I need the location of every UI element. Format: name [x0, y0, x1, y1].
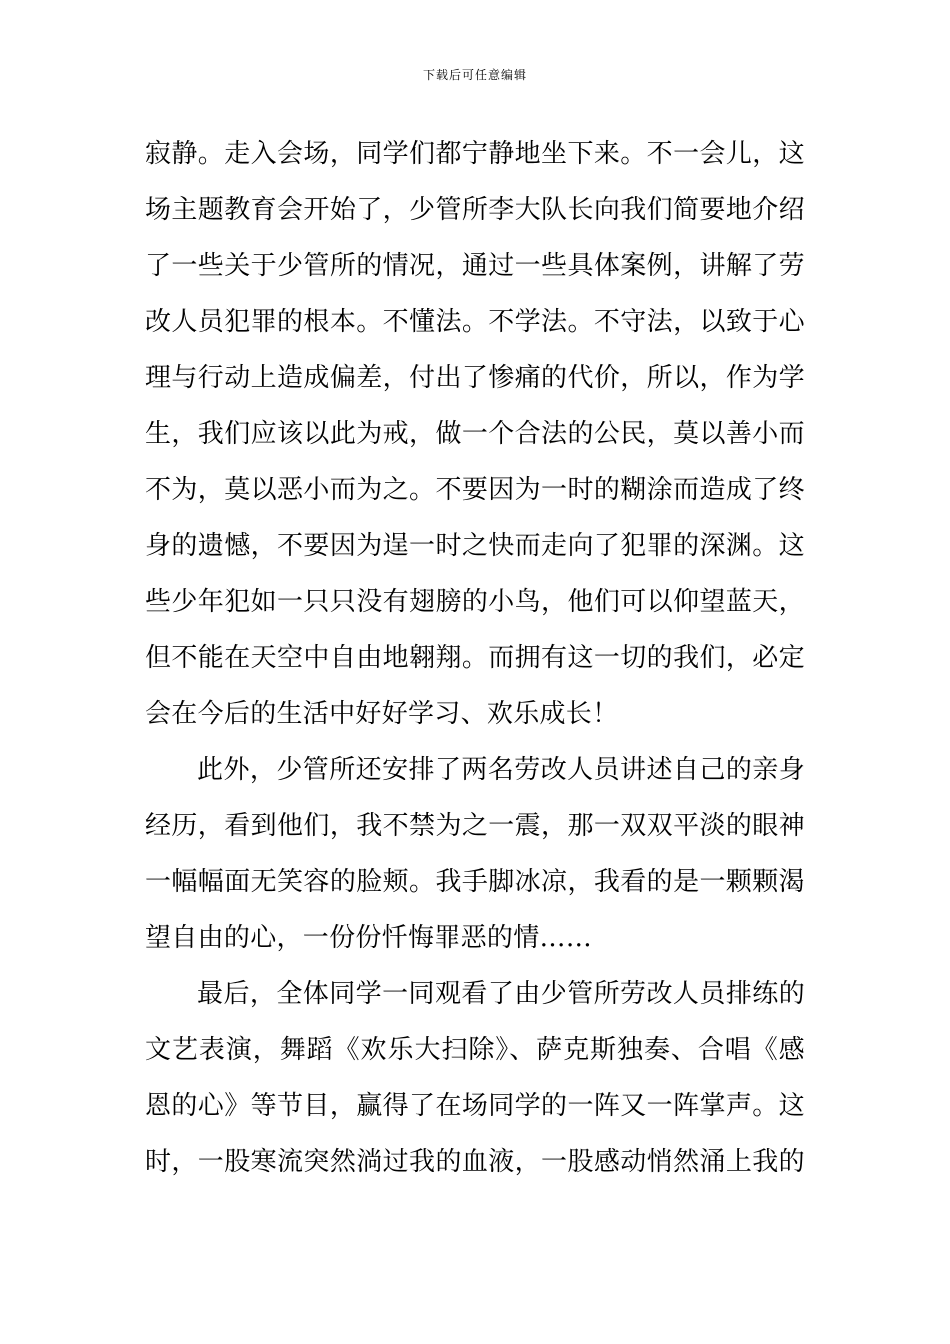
text-line: 些少年犯如一只只没有翅膀的小鸟，他们可以仰望蓝天，	[145, 587, 805, 617]
paragraph-end-line: 会在今后的生活中好好学习、欢乐成长！	[145, 699, 619, 729]
text-line: 改人员犯罪的根本。不懂法。不学法。不守法，以致于心	[145, 307, 805, 337]
text-line: 身的遗憾，不要因为逞一时之快而走向了犯罪的深渊。这	[145, 531, 805, 561]
text-line: 经历，看到他们，我不禁为之一震，那一双双平淡的眼神	[145, 811, 805, 841]
paragraph-end-line: 望自由的心，一份份忏悔罪恶的情……	[145, 923, 593, 953]
text-line: 时，一股寒流突然淌过我的血液，一股感动悄然涌上我的	[145, 1147, 805, 1177]
text-line: 生，我们应该以此为戒，做一个合法的公民，莫以善小而	[145, 419, 805, 449]
text-line: 寂静。走入会场，同学们都宁静地坐下来。不一会儿，这	[145, 139, 805, 169]
text-line: 场主题教育会开始了，少管所李大队长向我们简要地介绍	[145, 195, 805, 225]
text-line: 理与行动上造成偏差，付出了惨痛的代价，所以，作为学	[145, 363, 805, 393]
text-line: 但不能在天空中自由地翱翔。而拥有这一切的我们，必定	[145, 643, 805, 673]
text-line: 一幅幅面无笑容的脸颊。我手脚冰凉，我看的是一颗颗渴	[145, 867, 805, 897]
text-line: 文艺表演，舞蹈《欢乐大扫除》、萨克斯独奏、合唱《感	[145, 1035, 805, 1065]
text-line: 不为，莫以恶小而为之。不要因为一时的糊涂而造成了终	[145, 475, 805, 505]
page-header-note: 下载后可任意编辑	[422, 68, 527, 82]
text-line: 恩的心》等节目，赢得了在场同学的一阵又一阵掌声。这	[145, 1091, 805, 1121]
document-body	[145, 126, 805, 1190]
paragraph-start-line: 最后，全体同学一同观看了由少管所劳改人员排练的	[197, 979, 805, 1009]
text-line: 了一些关于少管所的情况，通过一些具体案例，讲解了劳	[145, 251, 805, 281]
paragraph-start-line: 此外，少管所还安排了两名劳改人员讲述自己的亲身	[197, 755, 805, 785]
